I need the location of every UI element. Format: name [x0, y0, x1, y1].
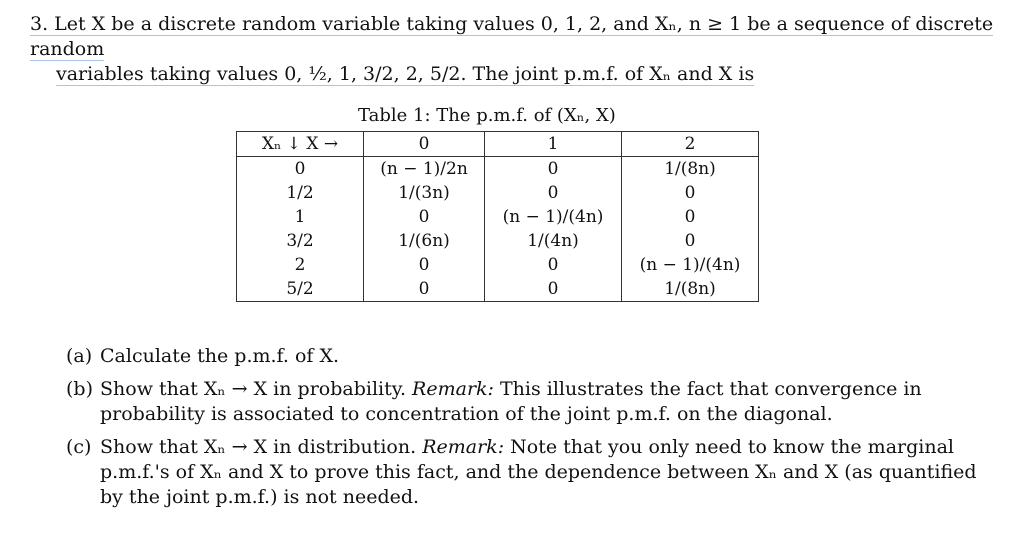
table-header-cell: 1: [485, 132, 622, 157]
table-cell: 1/(8n): [622, 277, 759, 302]
table-cell: 5/2: [237, 277, 364, 302]
table-cell: 0: [485, 157, 622, 182]
remark-label: Remark:: [422, 436, 505, 458]
table-row: [237, 205, 759, 229]
remark-label: Remark:: [412, 378, 494, 400]
table-cell: 0: [237, 157, 364, 182]
part-text: Calculate the p.m.f. of X.: [100, 345, 340, 367]
part-a: [66, 344, 996, 369]
part-body: [100, 435, 996, 510]
table-cell: (n − 1)/2n: [364, 157, 485, 182]
table-cell: 0: [485, 277, 622, 302]
part-text: Show that Xₙ → X in distribution.: [100, 436, 417, 458]
table-cell: 0: [364, 277, 485, 302]
remark-text: This illustrates the fact that convergence in probability is associated to concentration of the joint p.m.f. on the diagonal.: [100, 378, 922, 425]
table-cell: 0: [622, 205, 759, 229]
part-body: [100, 377, 996, 427]
part-b: [66, 377, 996, 427]
table-cell: 0: [364, 253, 485, 277]
table-cell: 1/(3n): [364, 181, 485, 205]
table-caption: Table 1: The p.m.f. of (Xₙ, X): [358, 105, 616, 126]
remark-text: Note that you only need to know the marginal p.m.f.'s of Xₙ and X to prove this fact, and the dependence between Xₙ and X (as quantified by the joint p.m.f.) is not needed.: [100, 436, 977, 508]
table-cell: 1/(6n): [364, 229, 485, 253]
table-cell: 1/(8n): [622, 157, 759, 182]
table-header-cell: 2: [622, 132, 759, 157]
table-cell: (n − 1)/(4n): [485, 205, 622, 229]
problem-line-1: 3. Let X be a discrete random variable taking values 0, 1, 2, and Xₙ, n ≥ 1 be a sequence of discrete random: [30, 13, 994, 60]
table-row: [237, 157, 759, 182]
problem-statement: [30, 12, 998, 87]
part-text: Show that Xₙ → X in probability.: [100, 378, 406, 400]
table-header-cell: Xₙ ↓ X →: [237, 132, 364, 157]
part-label: (b): [66, 378, 93, 400]
table-row: [237, 277, 759, 302]
part-body: [100, 344, 996, 369]
table-cell: 2: [237, 253, 364, 277]
question-parts: [66, 344, 996, 518]
table-header-cell: 0: [364, 132, 485, 157]
table-cell: 0: [485, 181, 622, 205]
table-cell: 0: [622, 229, 759, 253]
table-row: [237, 229, 759, 253]
table-cell: 0: [485, 253, 622, 277]
part-label: (c): [66, 436, 92, 458]
table-cell: 0: [364, 205, 485, 229]
table-cell: 1/(4n): [485, 229, 622, 253]
part-c: [66, 435, 996, 510]
table-cell: 1: [237, 205, 364, 229]
part-label: (a): [66, 345, 93, 367]
table-cell: 1/2: [237, 181, 364, 205]
problem-line-2: variables taking values 0, ½, 1, 3/2, 2, 5/2. The joint p.m.f. of Xₙ and X is: [56, 63, 755, 85]
joint-pmf-table: [236, 131, 759, 302]
table-row: [237, 253, 759, 277]
table-cell: 3/2: [237, 229, 364, 253]
table-cell: 0: [622, 181, 759, 205]
table-header-row: [237, 132, 759, 157]
table-row: [237, 181, 759, 205]
table-cell: (n − 1)/(4n): [622, 253, 759, 277]
